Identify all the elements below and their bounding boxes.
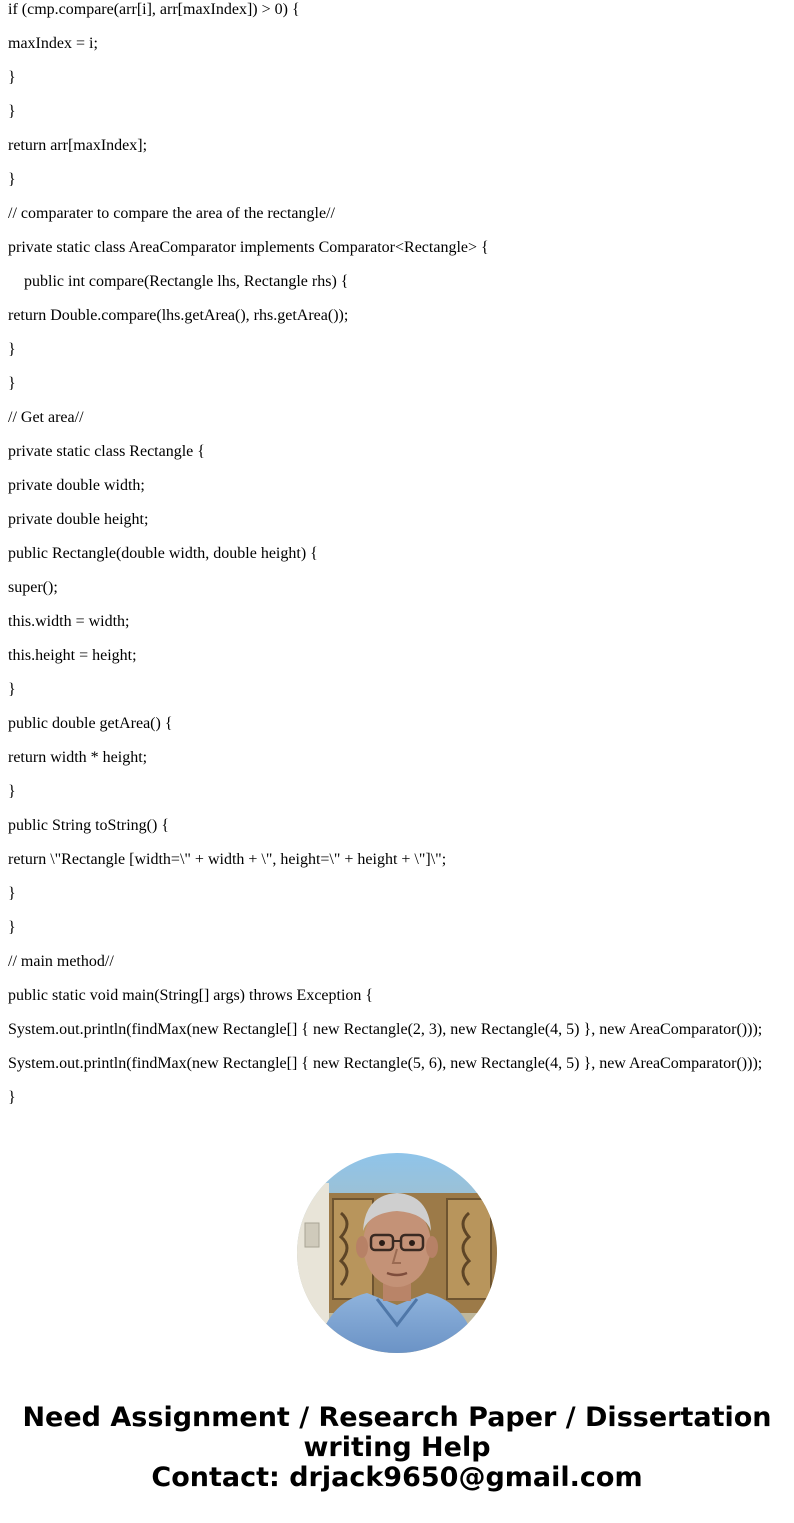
code-line: } [8,375,16,392]
code-line: } [8,341,16,358]
contact-footer [0,1403,794,1493]
code-line: // comparater to compare the area of the rectangle// [8,205,335,222]
code-line: } [8,69,16,86]
code-line: public Rectangle(double width, double height) { [8,545,318,562]
footer-line-1: Need Assignment / Research Paper / Dissertation [22,1402,772,1433]
code-line: } [8,171,16,188]
code-line: return Double.compare(lhs.getArea(), rhs.getArea()); [8,307,349,324]
code-line: public static void main(String[] args) throws Exception { [8,987,374,1004]
code-line: } [8,783,16,800]
code-line: // main method// [8,953,114,970]
code-block [8,0,788,1122]
code-line: System.out.println(findMax(new Rectangle[] { new Rectangle(2, 3), new Rectangle(4, 5) }, new AreaComparator())); [8,1021,763,1038]
footer-line-2: writing Help [303,1432,491,1463]
code-line: return arr[maxIndex]; [8,137,148,154]
code-line: } [8,1089,16,1106]
code-line: public double getArea() { [8,715,173,732]
code-line: this.width = width; [8,613,130,630]
code-line: private double width; [8,477,145,494]
code-line: } [8,885,16,902]
code-line: super(); [8,579,58,596]
person-photo-icon [297,1153,497,1353]
code-line: private static class AreaComparator implements Comparator<Rectangle> { [8,239,489,256]
code-line: public int compare(Rectangle lhs, Rectangle rhs) { [8,273,349,290]
code-line: return \"Rectangle [width=\" + width + \", height=\" + height + \"]\"; [8,851,447,868]
code-line: // Get area// [8,409,84,426]
code-line: this.height = height; [8,647,137,664]
code-line: public String toString() { [8,817,170,834]
code-line: } [8,681,16,698]
code-line: if (cmp.compare(arr[i], arr[maxIndex]) > 0) { [8,1,300,18]
code-line: System.out.println(findMax(new Rectangle[] { new Rectangle(5, 6), new Rectangle(4, 5) }, new AreaComparator())); [8,1055,763,1072]
author-avatar [297,1153,497,1353]
code-line: private double height; [8,511,149,528]
code-line: private static class Rectangle { [8,443,205,460]
code-line: } [8,919,16,936]
code-line: maxIndex = i; [8,35,98,52]
code-line: } [8,103,16,120]
code-line: return width * height; [8,749,148,766]
footer-contact: Contact: drjack9650@gmail.com [151,1462,643,1493]
